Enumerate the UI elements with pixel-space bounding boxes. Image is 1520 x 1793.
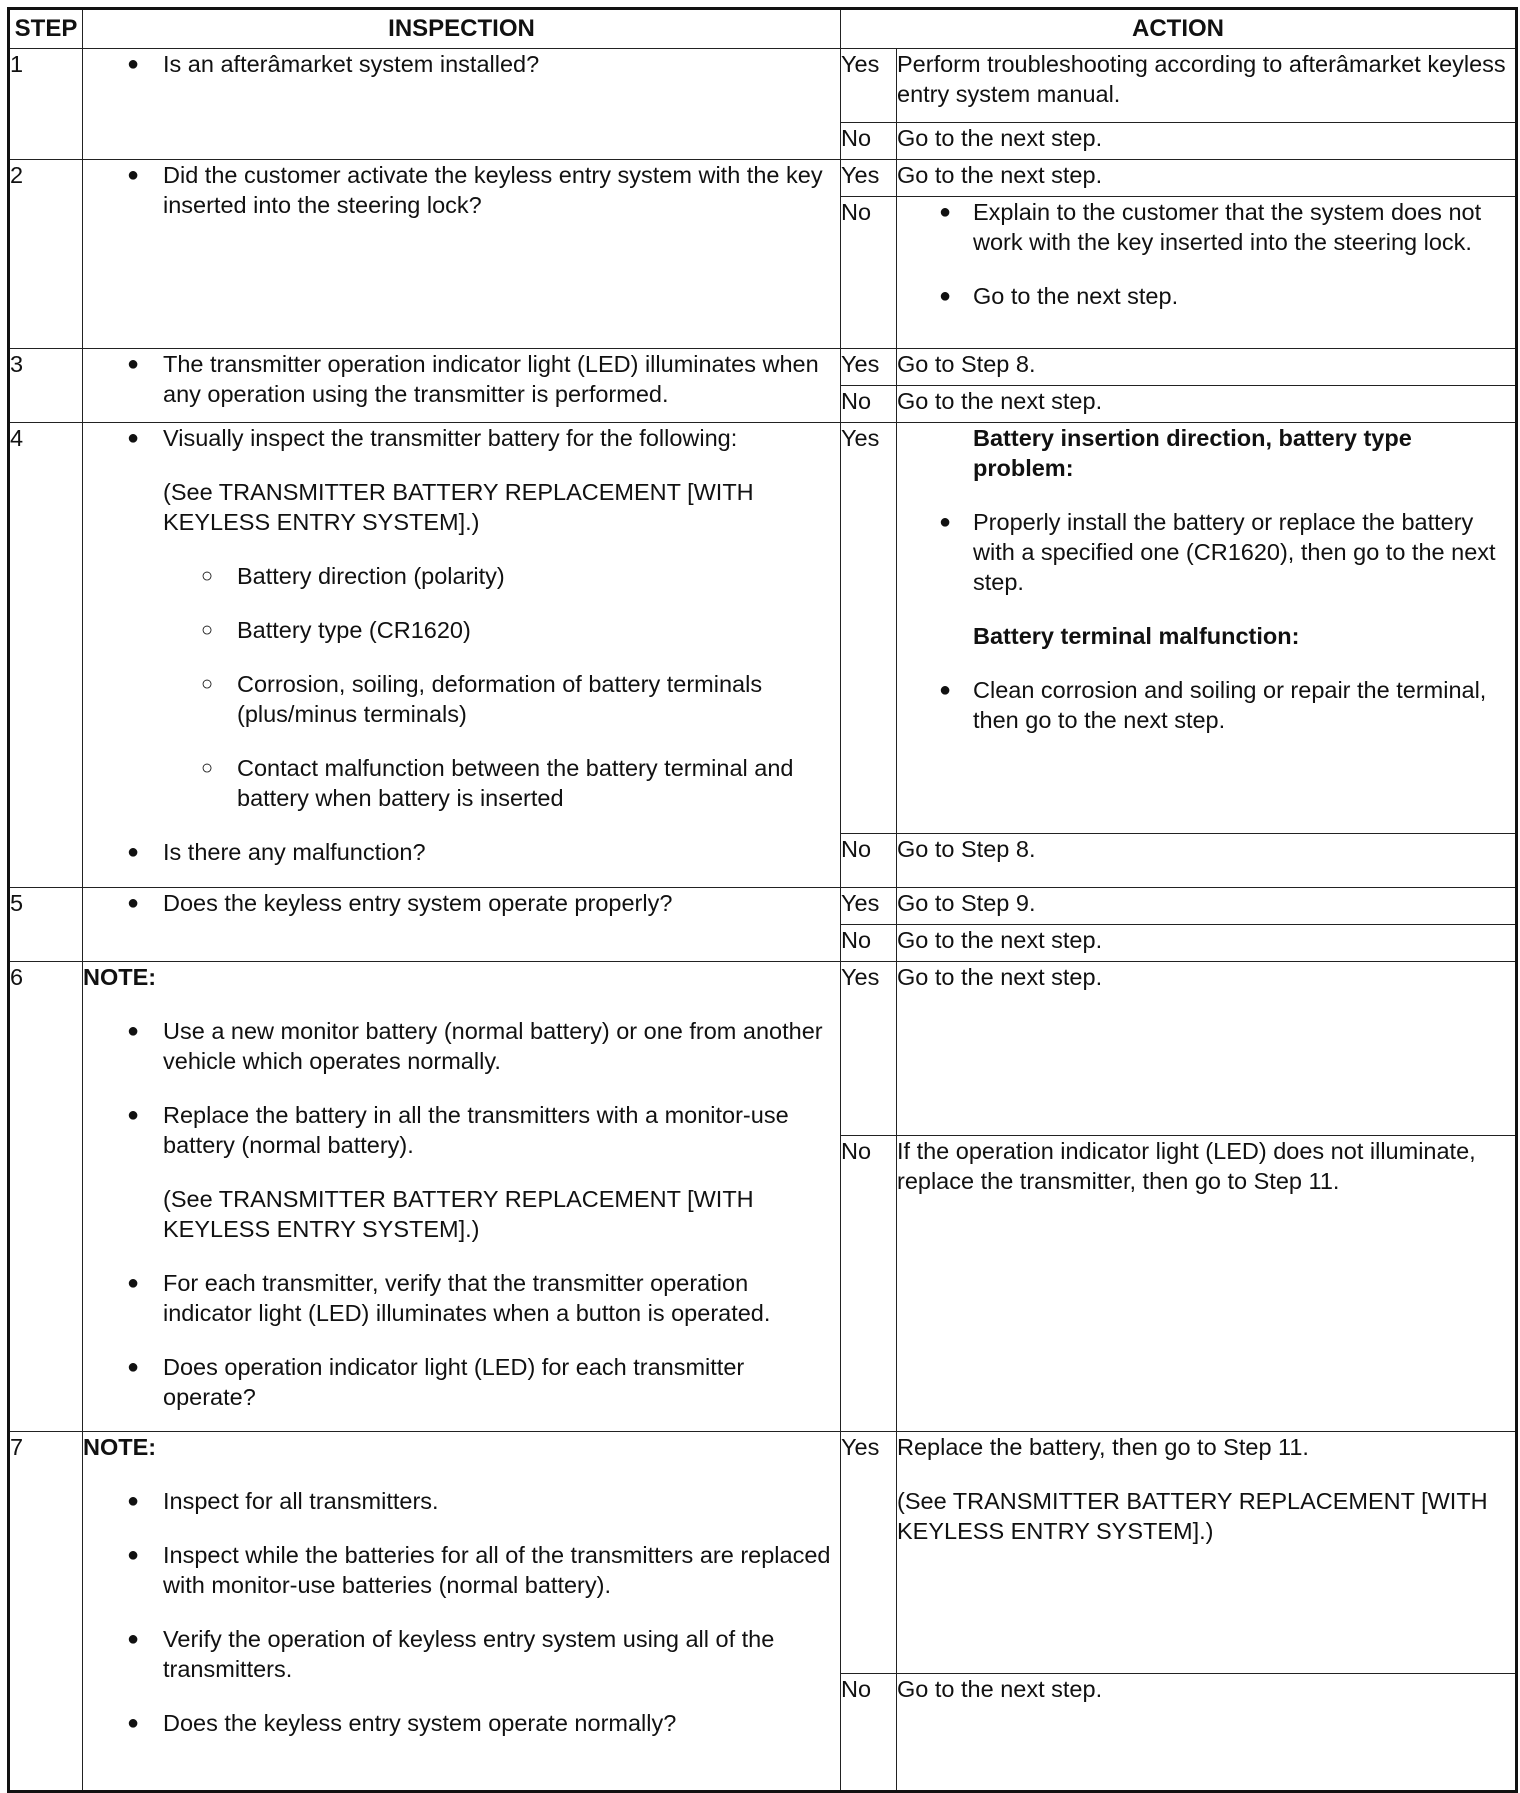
inspection-cell (83, 962, 841, 1432)
action-cell (897, 349, 1517, 386)
inspection-bullet: ● Is an afterâmarket system installed? (83, 49, 840, 79)
action-bullet: ● Clean corrosion and soiling or repair the terminal, then go to the next step. (897, 675, 1515, 735)
action-cell (897, 925, 1517, 962)
yes-label: Yes (841, 1432, 897, 1674)
action-text: Go to the next step. (897, 964, 1103, 990)
step-4-yes-row (9, 423, 1517, 834)
inspection-reference: (See TRANSMITTER BATTERY REPLACEMENT [WITH KEYLESS ENTRY SYSTEM].) (163, 479, 754, 535)
inspection-bullet: ● Replace the battery in all the transmitters with a monitor-use battery (normal battery). (83, 1100, 840, 1160)
action-reference: (See TRANSMITTER BATTERY REPLACEMENT [WITH KEYLESS ENTRY SYSTEM].) (897, 1488, 1488, 1544)
no-label: No (841, 386, 897, 423)
inspection-cell (83, 349, 841, 423)
step-5-yes-row (9, 888, 1517, 925)
step-3-yes-row (9, 349, 1517, 386)
action-text: Go to Step 8. (897, 351, 1036, 377)
step-number: 2 (9, 160, 83, 349)
step-number: 4 (9, 423, 83, 888)
inspection-header: INSPECTION (83, 9, 841, 49)
step-number: 7 (9, 1432, 83, 1792)
inspection-bullet: ● Does the keyless entry system operate properly? (83, 888, 840, 918)
inspection-subitem: ○ Battery type (CR1620) (83, 615, 840, 645)
inspection-cell (83, 888, 841, 962)
action-cell (897, 1136, 1517, 1432)
troubleshooting-table (7, 7, 1518, 1793)
inspection-reference: (See TRANSMITTER BATTERY REPLACEMENT [WITH KEYLESS ENTRY SYSTEM].) (163, 1186, 754, 1242)
inspection-bullet: ● Inspect for all transmitters. (83, 1486, 840, 1516)
action-cell (897, 1432, 1517, 1674)
action-text: Go to the next step. (897, 125, 1103, 151)
inspection-cell (83, 160, 841, 349)
step-2-yes-row (9, 160, 1517, 197)
action-cell (897, 888, 1517, 925)
action-cell (897, 386, 1517, 423)
no-label: No (841, 1136, 897, 1432)
yes-label: Yes (841, 160, 897, 197)
inspection-bullet: ● Use a new monitor battery (normal battery) or one from another vehicle which operates normally. (83, 1016, 840, 1076)
yes-label: Yes (841, 349, 897, 386)
inspection-bullet: ● Inspect while the batteries for all of the transmitters are replaced with monitor-use batteries (normal battery). (83, 1540, 840, 1600)
step-header: STEP (9, 9, 83, 49)
action-header: ACTION (841, 9, 1517, 49)
step-1-yes-row (9, 49, 1517, 123)
inspection-bullet: ● Does the keyless entry system operate normally? (83, 1708, 840, 1738)
no-label: No (841, 925, 897, 962)
step-number: 3 (9, 349, 83, 423)
action-text: Go to the next step. (897, 388, 1103, 414)
action-text: Perform troubleshooting according to afterâmarket keyless entry system manual. (897, 51, 1506, 107)
yes-label: Yes (841, 962, 897, 1136)
action-heading: Battery terminal malfunction: (973, 623, 1300, 649)
inspection-bullet: ● Verify the operation of keyless entry system using all of the transmitters. (83, 1624, 840, 1684)
inspection-bullet: ● Does operation indicator light (LED) for each transmitter operate? (83, 1352, 840, 1412)
inspection-bullet: ● For each transmitter, verify that the transmitter operation indicator light (LED) illuminates when a button is operated. (83, 1268, 840, 1328)
yes-label: Yes (841, 423, 897, 834)
action-bullet: ● Properly install the battery or replace the battery with a specified one (CR1620), then go to the next step. (897, 507, 1515, 597)
action-text: Go to Step 9. (897, 890, 1036, 916)
inspection-subitem: ○ Contact malfunction between the battery terminal and battery when battery is inserted (83, 753, 840, 813)
inspection-cell (83, 423, 841, 888)
action-text: Go to the next step. (897, 162, 1103, 188)
inspection-subitem: ○ Battery direction (polarity) (83, 561, 840, 591)
note-label: NOTE: (83, 1434, 157, 1460)
action-cell (897, 123, 1517, 160)
no-label: No (841, 1674, 897, 1792)
action-heading: Battery insertion direction, battery type problem: (973, 425, 1412, 481)
action-cell (897, 962, 1517, 1136)
action-cell (897, 49, 1517, 123)
inspection-bullet: ● The transmitter operation indicator light (LED) illuminates when any operation using the transmitter is performed. (83, 349, 840, 409)
yes-label: Yes (841, 888, 897, 925)
action-text: Go to the next step. (897, 927, 1103, 953)
step-number: 6 (9, 962, 83, 1432)
header-row (9, 9, 1517, 49)
action-bullet: ● Explain to the customer that the system does not work with the key inserted into the steering lock. (897, 197, 1515, 257)
step-number: 5 (9, 888, 83, 962)
step-7-yes-row (9, 1432, 1517, 1674)
step-number: 1 (9, 49, 83, 160)
action-text: Go to Step 8. (897, 836, 1036, 862)
yes-label: Yes (841, 49, 897, 123)
no-label: No (841, 123, 897, 160)
action-cell (897, 197, 1517, 349)
action-text: Replace the battery, then go to Step 11. (897, 1434, 1309, 1460)
inspection-cell (83, 1432, 841, 1792)
inspection-bullet: ● Is there any malfunction? (83, 837, 840, 867)
inspection-bullet: ● Visually inspect the transmitter battery for the following: (83, 423, 840, 453)
action-cell (897, 160, 1517, 197)
action-cell (897, 1674, 1517, 1792)
no-label: No (841, 197, 897, 349)
inspection-subitem: ○ Corrosion, soiling, deformation of battery terminals (plus/minus terminals) (83, 669, 840, 729)
action-text: Go to the next step. (897, 1676, 1103, 1702)
action-bullet: ● Go to the next step. (897, 281, 1515, 311)
no-label: No (841, 834, 897, 888)
action-text: If the operation indicator light (LED) does not illuminate, replace the transmitter, then go to Step 11. (897, 1138, 1476, 1194)
step-6-yes-row (9, 962, 1517, 1136)
note-label: NOTE: (83, 964, 157, 990)
action-cell (897, 423, 1517, 834)
inspection-cell (83, 49, 841, 160)
inspection-bullet: ● Did the customer activate the keyless entry system with the key inserted into the steering lock? (83, 160, 840, 220)
action-cell (897, 834, 1517, 888)
